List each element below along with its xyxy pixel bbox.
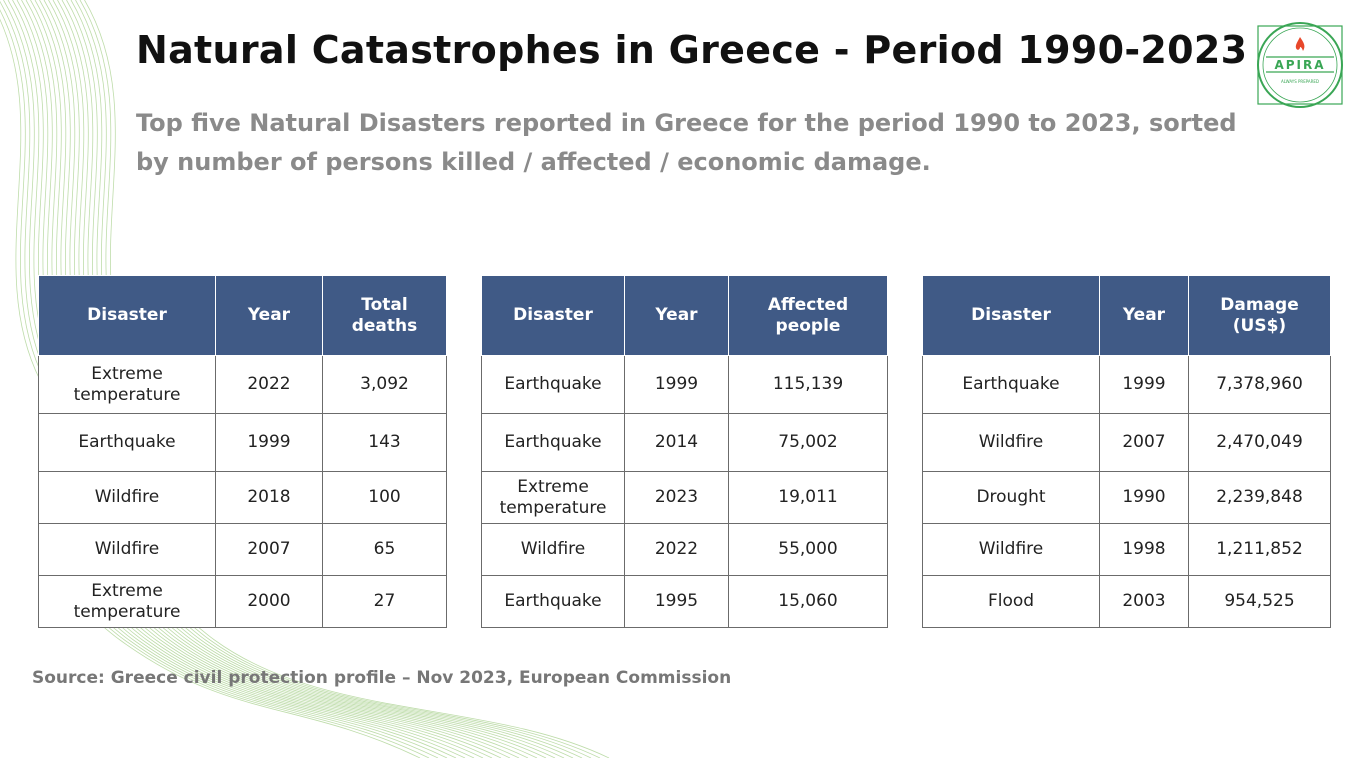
table-row: [923, 524, 1331, 576]
table-cell: 1999: [625, 356, 729, 414]
table-cell: 27: [323, 576, 447, 628]
table-cell: 1,211,852: [1189, 524, 1331, 576]
table-cell: 100: [323, 472, 447, 524]
table-cell: 2000: [216, 576, 323, 628]
table-cell: 1999: [1100, 356, 1189, 414]
table-row: [923, 356, 1331, 414]
table-cell: Wildfire: [39, 524, 216, 576]
table-cell: 2,239,848: [1189, 472, 1331, 524]
table-cell: 1990: [1100, 472, 1189, 524]
logo-text: APIRA: [1274, 58, 1326, 72]
table-cell: Earthquake: [39, 414, 216, 472]
table-cell: 19,011: [729, 472, 888, 524]
table-cell: 115,139: [729, 356, 888, 414]
source-note: Source: Greece civil protection profile – Nov 2023, European Commission: [32, 668, 732, 688]
table-cell: 2007: [216, 524, 323, 576]
table-cell: Earthquake: [482, 414, 625, 472]
column-header: Year: [1100, 276, 1189, 356]
table-row: [923, 472, 1331, 524]
table-row: [39, 524, 447, 576]
table-cell: Extreme temperature: [39, 576, 216, 628]
column-header: Year: [216, 276, 323, 356]
table-row: [39, 356, 447, 414]
table-cell: 954,525: [1189, 576, 1331, 628]
column-header: Disaster: [482, 276, 625, 356]
table-cell: Drought: [923, 472, 1100, 524]
column-header: Total deaths: [323, 276, 447, 356]
page-title: Natural Catastrophes in Greece - Period 1990-2023: [136, 28, 1248, 72]
table-cell: 2018: [216, 472, 323, 524]
column-header: Disaster: [923, 276, 1100, 356]
table-cell: Earthquake: [482, 576, 625, 628]
table-cell: 15,060: [729, 576, 888, 628]
table-header-row: [39, 276, 447, 356]
affected-table: [481, 275, 888, 628]
table-cell: Wildfire: [923, 524, 1100, 576]
table-row: [482, 576, 888, 628]
table-cell: Wildfire: [482, 524, 625, 576]
table-cell: 65: [323, 524, 447, 576]
table-cell: 1998: [1100, 524, 1189, 576]
table-row: [482, 414, 888, 472]
table-row: [482, 472, 888, 524]
table-cell: Wildfire: [923, 414, 1100, 472]
logo-tagline: ALWAYS PREPARED: [1280, 79, 1320, 84]
table-cell: 2003: [1100, 576, 1189, 628]
column-header: Affected people: [729, 276, 888, 356]
table-cell: Flood: [923, 576, 1100, 628]
table-cell: Wildfire: [39, 472, 216, 524]
table-cell: 2007: [1100, 414, 1189, 472]
page-subtitle: Top five Natural Disasters reported in Greece for the period 1990 to 2023, sorted by number of persons killed / affected / economic damage.: [136, 109, 1237, 176]
column-header: Damage (US$): [1189, 276, 1331, 356]
table-cell: 7,378,960: [1189, 356, 1331, 414]
table-cell: 2023: [625, 472, 729, 524]
column-header: Disaster: [39, 276, 216, 356]
table-row: [482, 524, 888, 576]
table-cell: 143: [323, 414, 447, 472]
table-row: [923, 414, 1331, 472]
apira-logo: [1254, 20, 1346, 110]
table-cell: Extreme temperature: [39, 356, 216, 414]
column-header: Year: [625, 276, 729, 356]
table-header-row: [482, 276, 888, 356]
table-row: [39, 472, 447, 524]
table-row: [39, 414, 447, 472]
table-cell: Earthquake: [923, 356, 1100, 414]
table-row: [923, 576, 1331, 628]
table-cell: 2014: [625, 414, 729, 472]
table-cell: 55,000: [729, 524, 888, 576]
table-cell: Extreme temperature: [482, 472, 625, 524]
damage-table: [922, 275, 1331, 628]
table-cell: 2,470,049: [1189, 414, 1331, 472]
table-cell: 1999: [216, 414, 323, 472]
table-cell: 3,092: [323, 356, 447, 414]
table-cell: 1995: [625, 576, 729, 628]
table-cell: 2022: [216, 356, 323, 414]
table-header-row: [923, 276, 1331, 356]
table-row: [39, 576, 447, 628]
table-cell: 2022: [625, 524, 729, 576]
table-cell: 75,002: [729, 414, 888, 472]
table-row: [482, 356, 888, 414]
table-cell: Earthquake: [482, 356, 625, 414]
deaths-table: [38, 275, 447, 628]
